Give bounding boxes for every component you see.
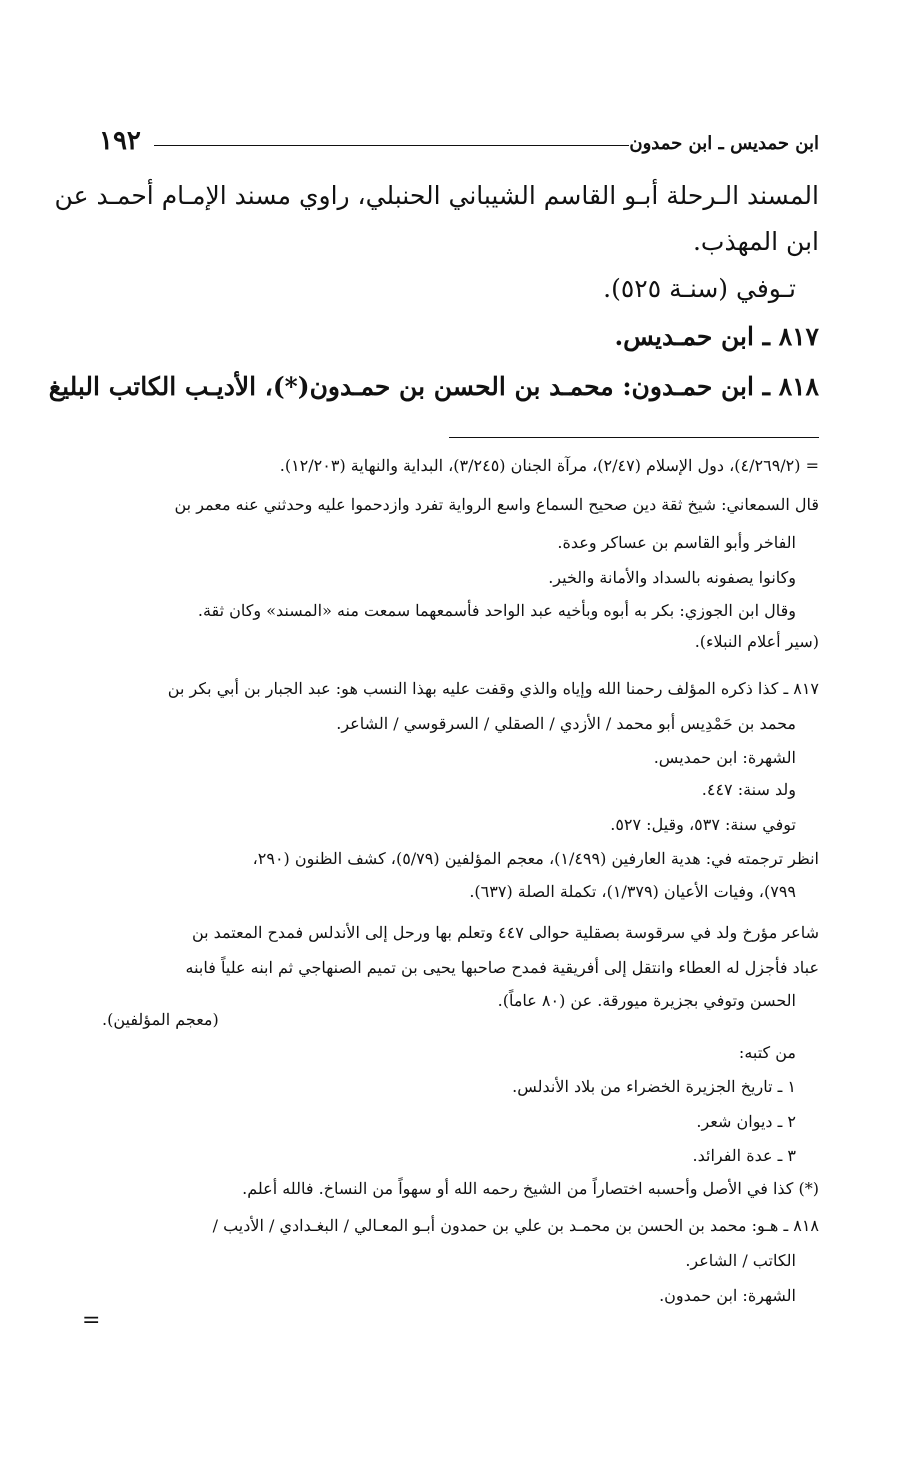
footnote-line: شاعر مؤرخ ولد في سرقوسة بصقلية حوالى ٤٤٧ وتعلم بها ورحل إلى الأندلس فمدح المعتمد بن (191, 923, 819, 942)
main-line-3: تـوفي (سنـة ٥٢٥). (603, 274, 796, 303)
footnote-line: وكانوا يصفونه بالسداد والأمانة والخير. (548, 568, 796, 587)
footnote-line: ٧٩٩)، وفيات الأعيان (١/٣٧٩)، تكملة الصلة (٦٣٧). (469, 882, 796, 901)
footnote-list-item: ١ ـ تاريخ الجزيرة الخضراء من بلاد الأندلس. (512, 1077, 796, 1096)
footnote-line: الكاتب / الشاعر. (685, 1251, 796, 1270)
entry-817-heading: ٨١٧ ـ ابن حمـديس. (614, 322, 819, 351)
page-number: ١٩٢ (99, 126, 141, 156)
footnote-line: توفي سنة: ٥٣٧، وقيل: ٥٢٧. (610, 815, 796, 834)
footnote-line: = (٤/٢٦٩/٢)، دول الإسلام (٢/٤٧)، مرآة الجنان (٣/٢٤٥)، البداية والنهاية (١٢/٢٠٣). (279, 456, 819, 475)
footnote-line: ٨١٧ ـ كذا ذكره المؤلف رحمنا الله وإياه والذي وقفت عليه بهذا النسب هو: عبد الجبار بن أبي بكر بن (167, 679, 819, 698)
continuation-mark: = (82, 1308, 101, 1333)
footnote-list-item: ٣ ـ عدة الفرائد. (692, 1146, 796, 1165)
footnote-source: (سير أعلام النبلاء). (694, 632, 819, 651)
footnote-list-item: ٢ ـ ديوان شعر. (696, 1112, 796, 1131)
footnote-line: ٨١٨ ـ هـو: محمد بن الحسن بن محمـد بن علي بن حمدون أبـو المعـالي / البغـدادي / الأديب / (212, 1216, 819, 1235)
page-header (99, 126, 819, 170)
footnote-line: (*) كذا في الأصل وأحسبه اختصاراً من الشيخ رحمه الله أو سهواً من النساخ. فالله أعلم. (242, 1179, 819, 1198)
footnote-line: الشهرة: ابن حمديس. (653, 748, 796, 767)
main-line-1: المسند الـرحلة أبـو القاسم الشيباني الحنبلي، راوي مسند الإمـام أحمـد عن (54, 181, 819, 210)
header-rule (154, 145, 629, 146)
footnote-line: الفاخر وأبو القاسم بن عساكر وعدة. (557, 533, 796, 552)
footnote-line: عباد فأجزل له العطاء وانتقل إلى أفريقية فمدح صاحبها يحيى بن تميم الصنهاجي ثم ابنه علياً فابنه (185, 958, 819, 977)
footnote-rule (449, 437, 819, 438)
footnote-source: (معجم المؤلفين). (102, 1010, 219, 1029)
running-title: ابن حمديس ـ ابن حمدون (629, 133, 819, 154)
footnote-line: الحسن وتوفي بجزيرة ميورقة. عن (٨٠ عاماً). (497, 991, 796, 1010)
entry-818-heading: ٨١٨ ـ ابن حمـدون: محمـد بن الحسن بن حمـدون(*)، الأديـب الكاتب البليغ (48, 372, 819, 401)
footnote-line: ولد سنة: ٤٤٧. (701, 780, 796, 799)
footnote-line: محمد بن حَمْدِيس أبو محمد / الأزدي / الصقلي / السرقوسي / الشاعر. (336, 714, 796, 733)
footnote-line: من كتبه: (738, 1043, 796, 1062)
footnote-line: قال السمعاني: شيخ ثقة دين صحيح السماع واسع الرواية تفرد وازدحموا عليه وحدثني عنه معمر بن (174, 495, 819, 514)
footnote-line: انظر ترجمته في: هدية العارفين (١/٤٩٩)، معجم المؤلفين (٥/٧٩)، كشف الظنون (٢٩٠، (252, 849, 819, 868)
main-line-2: ابن المهذب. (692, 227, 819, 256)
footnote-line: وقال ابن الجوزي: بكر به أبوه وبأخيه عبد الواحد فأسمعهما سمعت منه «المسند» وكان ثقة. (197, 601, 796, 620)
footnote-line: الشهرة: ابن حمدون. (659, 1286, 796, 1305)
